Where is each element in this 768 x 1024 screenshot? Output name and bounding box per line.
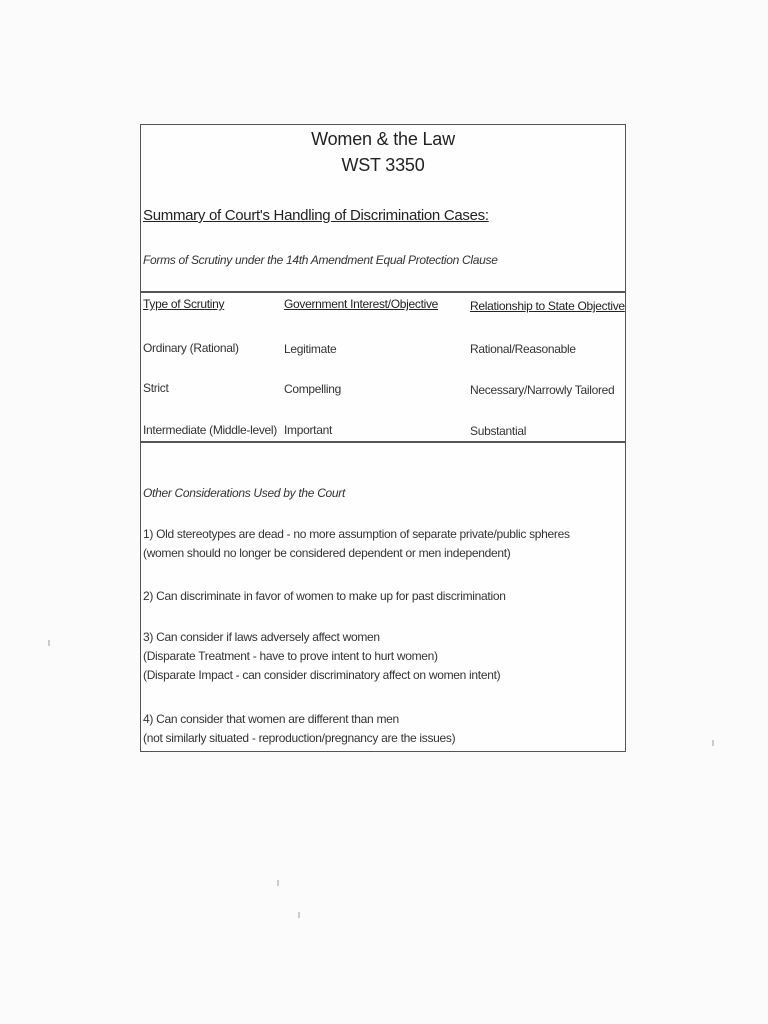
table-cell: Substantial (470, 424, 527, 438)
scan-speck (48, 640, 50, 646)
consideration-line: (women should no longer be considered dependent or men independent) (143, 546, 511, 560)
scan-speck (298, 912, 300, 918)
table-cell: Important (284, 423, 332, 437)
table-bottom-rule (141, 441, 625, 443)
table-cell: Legitimate (284, 342, 337, 356)
consideration-line: (Disparate Treatment - have to prove intent to hurt women) (143, 649, 438, 663)
header-government-interest: Government Interest/Objective (284, 297, 439, 311)
consideration-line: (not similarly situated - reproduction/pregnancy are the issues) (143, 731, 456, 745)
header-type-of-scrutiny: Type of Scrutiny (143, 297, 225, 311)
document-page (140, 124, 626, 752)
table-cell: Ordinary (Rational) (143, 341, 239, 355)
table-top-rule (141, 291, 625, 293)
consideration-line: 2) Can discriminate in favor of women to make up for past discrimination (143, 589, 506, 603)
other-considerations-heading: Other Considerations Used by the Court (143, 486, 346, 500)
consideration-line: 4) Can consider that women are different than men (143, 712, 399, 726)
scan-speck (712, 740, 714, 746)
scan-speck (277, 880, 279, 886)
table-cell: Necessary/Narrowly Tailored (470, 383, 615, 397)
table-cell: Intermediate (Middle-level) (143, 423, 277, 437)
summary-heading: Summary of Court's Handling of Discrimination Cases: (143, 207, 489, 224)
forms-heading: Forms of Scrutiny under the 14th Amendment Equal Protection Clause (143, 253, 498, 267)
consideration-line: 1) Old stereotypes are dead - no more assumption of separate private/public spheres (143, 527, 570, 541)
document-title: Women & the Law (311, 129, 455, 149)
header-relationship: Relationship to State Objective (470, 299, 625, 313)
table-cell: Strict (143, 381, 169, 395)
consideration-line: 3) Can consider if laws adversely affect women (143, 630, 380, 644)
consideration-line: (Disparate Impact - can consider discriminatory affect on women intent) (143, 668, 501, 682)
table-cell: Rational/Reasonable (470, 342, 576, 356)
course-code: WST 3350 (341, 155, 425, 175)
table-cell: Compelling (284, 382, 342, 396)
